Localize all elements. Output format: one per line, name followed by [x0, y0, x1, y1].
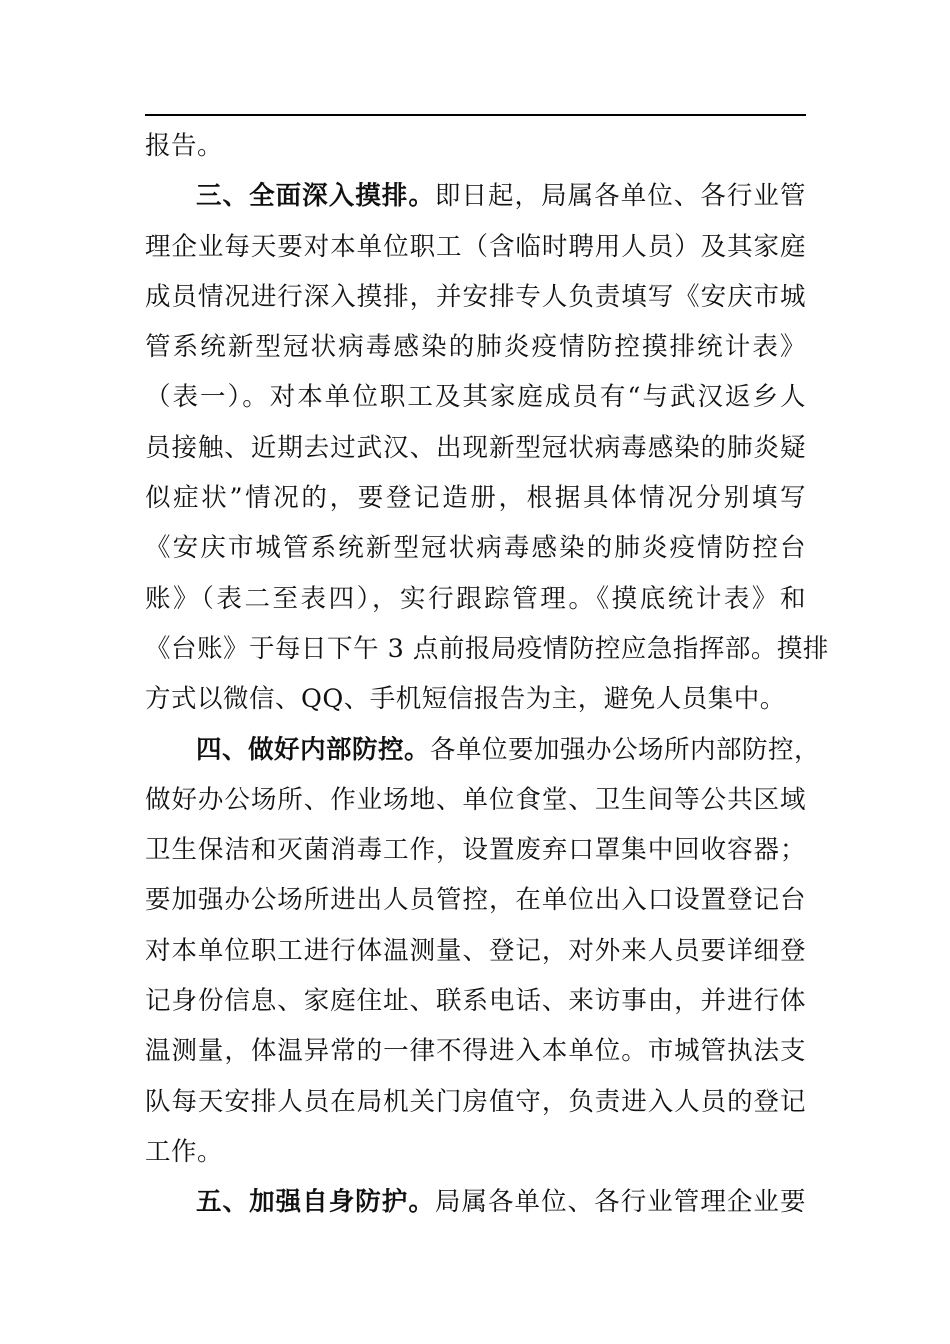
- paragraph-line: 员接触、近期去过武汉、出现新型冠状病毒感染的肺炎疑: [145, 432, 806, 463]
- document-body: [145, 121, 829, 1228]
- paragraph-line: 报告。: [145, 131, 224, 161]
- paragraph-line: 方式以微信、QQ、手机短信报告为主，避免人员集中。: [145, 684, 786, 715]
- paragraph-line: [145, 725, 821, 775]
- section-heading: 四、做好内部防控。: [196, 734, 431, 765]
- paragraph-text: 即日起，局属各单位、各行业管: [434, 181, 806, 212]
- paragraph-line: 工作。: [145, 1136, 224, 1167]
- paragraph-line: 对本单位职工进行体温测量、登记，对外来人员要详细登: [145, 935, 806, 966]
- paragraph-line: 似症状”情况的，要登记造册，根据具体情况分别填写: [145, 483, 806, 514]
- paragraph-line: 管系统新型冠状病毒感染的肺炎疫情防控摸排统计表》: [145, 332, 806, 363]
- paragraph-line: 温测量，体温异常的一律不得进入本单位。市城管执法支: [145, 1036, 806, 1067]
- header-rule: [145, 114, 806, 116]
- paragraph-line: 《安庆市城管系统新型冠状病毒感染的肺炎疫情防控台: [145, 533, 806, 564]
- paragraph-line: 要加强办公场所进出人员管控，在单位出入口设置登记台: [145, 885, 806, 916]
- paragraph-line: [145, 171, 806, 221]
- section-heading: 三、全面深入摸排。: [196, 181, 435, 212]
- paragraph-line: 队每天安排人员在局机关门房值守，负责进入人员的登记: [145, 1086, 806, 1117]
- paragraph-line: 《台账》于每日下午 3 点前报局疫情防控应急指挥部。摸排: [145, 633, 829, 664]
- paragraph-line: [145, 1177, 806, 1227]
- paragraph-text: 局属各单位、各行业管理企业要: [434, 1187, 806, 1218]
- paragraph-line: （表一）。对本单位职工及其家庭成员有“与武汉返乡人: [145, 382, 806, 413]
- paragraph-line: 做好办公场所、作业场地、单位食堂、卫生间等公共区域: [145, 784, 806, 815]
- paragraph-line: 卫生保洁和灭菌消毒工作，设置废弃口罩集中回收容器；: [145, 835, 806, 866]
- paragraph-line: 成员情况进行深入摸排，并安排专人负责填写《安庆市城: [145, 281, 806, 312]
- paragraph-line: 理企业每天要对本单位职工（含临时聘用人员）及其家庭: [145, 231, 806, 262]
- section-heading: 五、加强自身防护。: [196, 1187, 435, 1218]
- paragraph-text: 各单位要加强办公场所内部防控，: [430, 734, 821, 765]
- paragraph-line: 账》（表二至表四），实行跟踪管理。《摸底统计表》和: [145, 583, 806, 614]
- paragraph-line: 记身份信息、家庭住址、联系电话、来访事由，并进行体: [145, 986, 806, 1017]
